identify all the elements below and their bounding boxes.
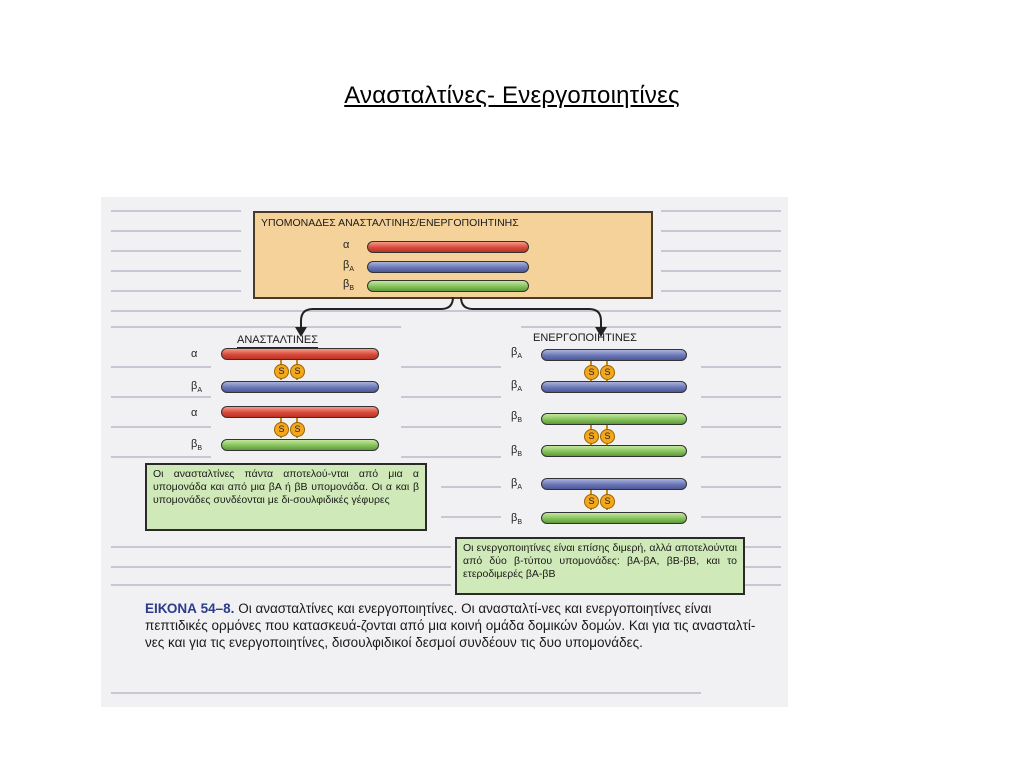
subunits-box-title: ΥΠΟΜΟΝΑΔΕΣ ΑΝΑΣΤΑΛΤΙΝΗΣ/ΕΝΕΡΓΟΠΟΙΗΤΙΝΗΣ	[261, 217, 519, 229]
activin-label-2: $\beta_A$	[511, 379, 522, 394]
disulfide-s-icon: S	[290, 422, 305, 437]
branch-arrows	[101, 197, 788, 347]
inhibin-alpha-bar-1	[221, 348, 379, 360]
inhibin-label-3: α	[191, 407, 198, 419]
inhibin-label-1: α	[191, 348, 198, 360]
textbook-figure-scan	[101, 197, 788, 707]
subunit-label-beta-a: $\beta_A$	[343, 259, 354, 274]
subunit-label-alpha: α	[343, 239, 350, 251]
figure-caption-text: Οι ανασταλτίνες και ενεργοποιητίνες. Οι ανασταλτί-νες και ενεργοποιητίνες είναι πεπτιδικές ορμόνες που κατασκευά-ζονται από μια κοινή ομάδα δομικών δομών. Και για τις ανασταλτί-νες και για τις ενεργοποιητίνες, δισουλφιδικοί δεσμοί συνδέουν τις δυο υπομονάδες.	[145, 601, 756, 650]
disulfide-s-icon: S	[274, 364, 289, 379]
disulfide-s-icon: S	[600, 494, 615, 509]
disulfide-s-icon: S	[600, 365, 615, 380]
inhibin-alpha-bar-2	[221, 406, 379, 418]
inhibins-note: Οι ανασταλτίνες πάντα αποτελού-νται από μια α υπομονάδα και από μια βΑ ή βΒ υπομονάδα. Οι α και β υπομονάδες συνδέονται με δι-σουλφιδικές γέφυρες	[145, 463, 427, 531]
inhibin-beta-b-bar	[221, 439, 379, 451]
inhibin-label-4: $\beta_B$	[191, 438, 202, 453]
disulfide-s-icon: S	[274, 422, 289, 437]
slide-title: Ανασταλτίνες- Ενεργοποιητίνες	[344, 82, 680, 109]
disulfide-s-icon: S	[584, 494, 599, 509]
activins-note: Οι ενεργοποιητίνες είναι επίσης διμερή, αλλά αποτελούνται από δύο β-τύπου υπομονάδες: βΑ-βΑ, βΒ-βΒ, και το ετεροδιμερές βΑ-βΒ	[455, 537, 745, 595]
activin-beta-a-bar-3	[541, 478, 687, 490]
inhibin-beta-a-bar	[221, 381, 379, 393]
disulfide-bond-activin-1	[583, 361, 617, 381]
disulfide-bond-activin-2	[583, 425, 617, 445]
activin-label-6: $\beta_B$	[511, 512, 522, 527]
activin-label-1: $\beta_A$	[511, 346, 522, 361]
subunit-label-beta-b: $\beta_B$	[343, 278, 354, 293]
disulfide-s-icon: S	[584, 429, 599, 444]
activin-beta-b-bar-2	[541, 445, 687, 457]
inhibins-heading: ΑΝΑΣΤΑΛΤΙΝΕΣ	[237, 334, 319, 346]
disulfide-bond-inhibin-2	[273, 418, 307, 438]
activin-beta-b-bar-3	[541, 512, 687, 524]
disulfide-s-icon: S	[290, 364, 305, 379]
activin-beta-a-bar-1	[541, 349, 687, 361]
disulfide-bond-activin-3	[583, 490, 617, 510]
activin-label-3: $\beta_B$	[511, 410, 522, 425]
activin-label-4: $\beta_B$	[511, 444, 522, 459]
figure-caption	[145, 600, 765, 651]
activin-beta-a-bar-2	[541, 381, 687, 393]
activins-heading: ΕΝΕΡΓΟΠΟΙΗΤΙΝΕΣ	[533, 332, 637, 344]
figure-caption-label: ΕΙΚΟΝΑ 54–8.	[145, 601, 235, 616]
inhibin-label-2: $\beta_A$	[191, 380, 202, 395]
disulfide-s-icon: S	[584, 365, 599, 380]
activin-label-5: $\beta_A$	[511, 477, 522, 492]
disulfide-s-icon: S	[600, 429, 615, 444]
activin-beta-b-bar-1	[541, 413, 687, 425]
disulfide-bond-inhibin-1	[273, 360, 307, 380]
